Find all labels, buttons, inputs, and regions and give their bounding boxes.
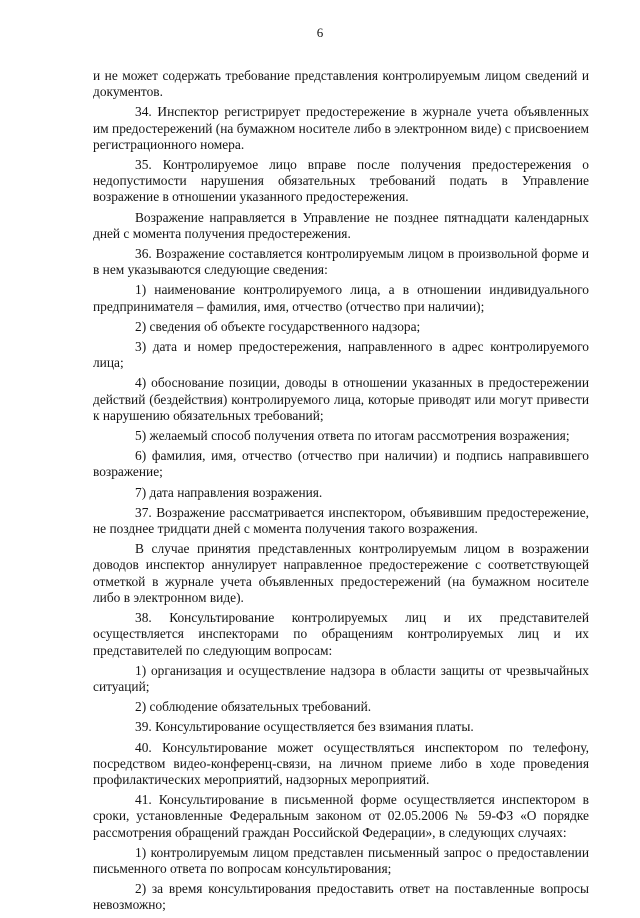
document-body — [93, 68, 589, 918]
paragraph: В случае принятия представленных контролируемым лицом в возражении доводов инспектор аннулирует направленное предостережение с соответствующей отметкой в журнале учета объявленных предостережений (на бумажном носителе либо в электронном виде). — [93, 541, 589, 605]
paragraph: Возражение направляется в Управление не позднее пятнадцати календарных дней с момента получения предостережения. — [93, 209, 589, 241]
paragraph: 1) организация и осуществление надзора в области защиты от чрезвычайных ситуаций; — [93, 662, 589, 694]
paragraph: 7) дата направления возражения. — [135, 484, 323, 500]
paragraph: 6) фамилия, имя, отчество (отчество при наличии) и подпись направившего возражение; — [93, 448, 589, 480]
page-number: 6 — [316, 25, 324, 40]
paragraph: 3) дата и номер предостережения, направленного в адрес контролируемого лица; — [93, 339, 589, 371]
paragraph: 4) обоснование позиции, доводы в отношении указанных в предостережении действий (бездействия) контролируемого лица, которые приводят или могут привести к нарушению обязательных требований; — [93, 375, 589, 423]
paragraph: 35. Контролируемое лицо вправе после получения предостережения о недопустимости нарушения обязательных требований подать в Управление возражение в отношении указанного предостережения. — [93, 157, 589, 205]
paragraph: 38. Консультирование контролируемых лиц и их представителей осуществляется инспекторами по обращениям контролируемых лиц и их представителей по следующим вопросам: — [93, 610, 589, 658]
paragraph: 5) желаемый способ получения ответа по итогам рассмотрения возражения; — [135, 428, 570, 444]
paragraph: 34. Инспектор регистрирует предостережение в журнале учета объявленных им предостережений (на бумажном носителе либо в электронном виде) с присвоением регистрационного номера. — [93, 104, 589, 152]
paragraph: 1) наименование контролируемого лица, а в отношении индивидуального предпринимателя – фамилия, имя, отчество (отчество при наличии); — [93, 282, 589, 314]
paragraph: 40. Консультирование может осуществляться инспектором по телефону, посредством видео-конференц-связи, на личном приеме либо в ходе проведения профилактических мероприятий, надзорных мероприятий. — [93, 739, 589, 787]
paragraph: и не может содержать требование представления контролируемым лицом сведений и документов. — [93, 68, 589, 100]
paragraph: 2) соблюдение обязательных требований. — [135, 699, 372, 715]
paragraph: 39. Консультирование осуществляется без взимания платы. — [135, 719, 474, 735]
paragraph: 1) контролируемым лицом представлен письменный запрос о предоставлении письменного ответа по вопросам консультирования; — [93, 844, 589, 876]
paragraph: 2) за время консультирования предоставить ответ на поставленные вопросы невозможно; — [93, 881, 589, 913]
paragraph: 36. Возражение составляется контролируемым лицом в произвольной форме и в нем указываются следующие сведения: — [93, 246, 589, 278]
paragraph: 2) сведения об объекте государственного надзора; — [135, 318, 421, 334]
paragraph: 41. Консультирование в письменной форме осуществляется инспектором в сроки, установленные Федеральным законом от 02.05.2006 № 59-ФЗ «О порядке рассмотрения обращений граждан Российской Федерации», в следующих случаях: — [93, 792, 589, 840]
paragraph: 37. Возражение рассматривается инспектором, объявившим предостережение, не позднее тридцати дней с момента получения такого возражения. — [93, 504, 589, 537]
